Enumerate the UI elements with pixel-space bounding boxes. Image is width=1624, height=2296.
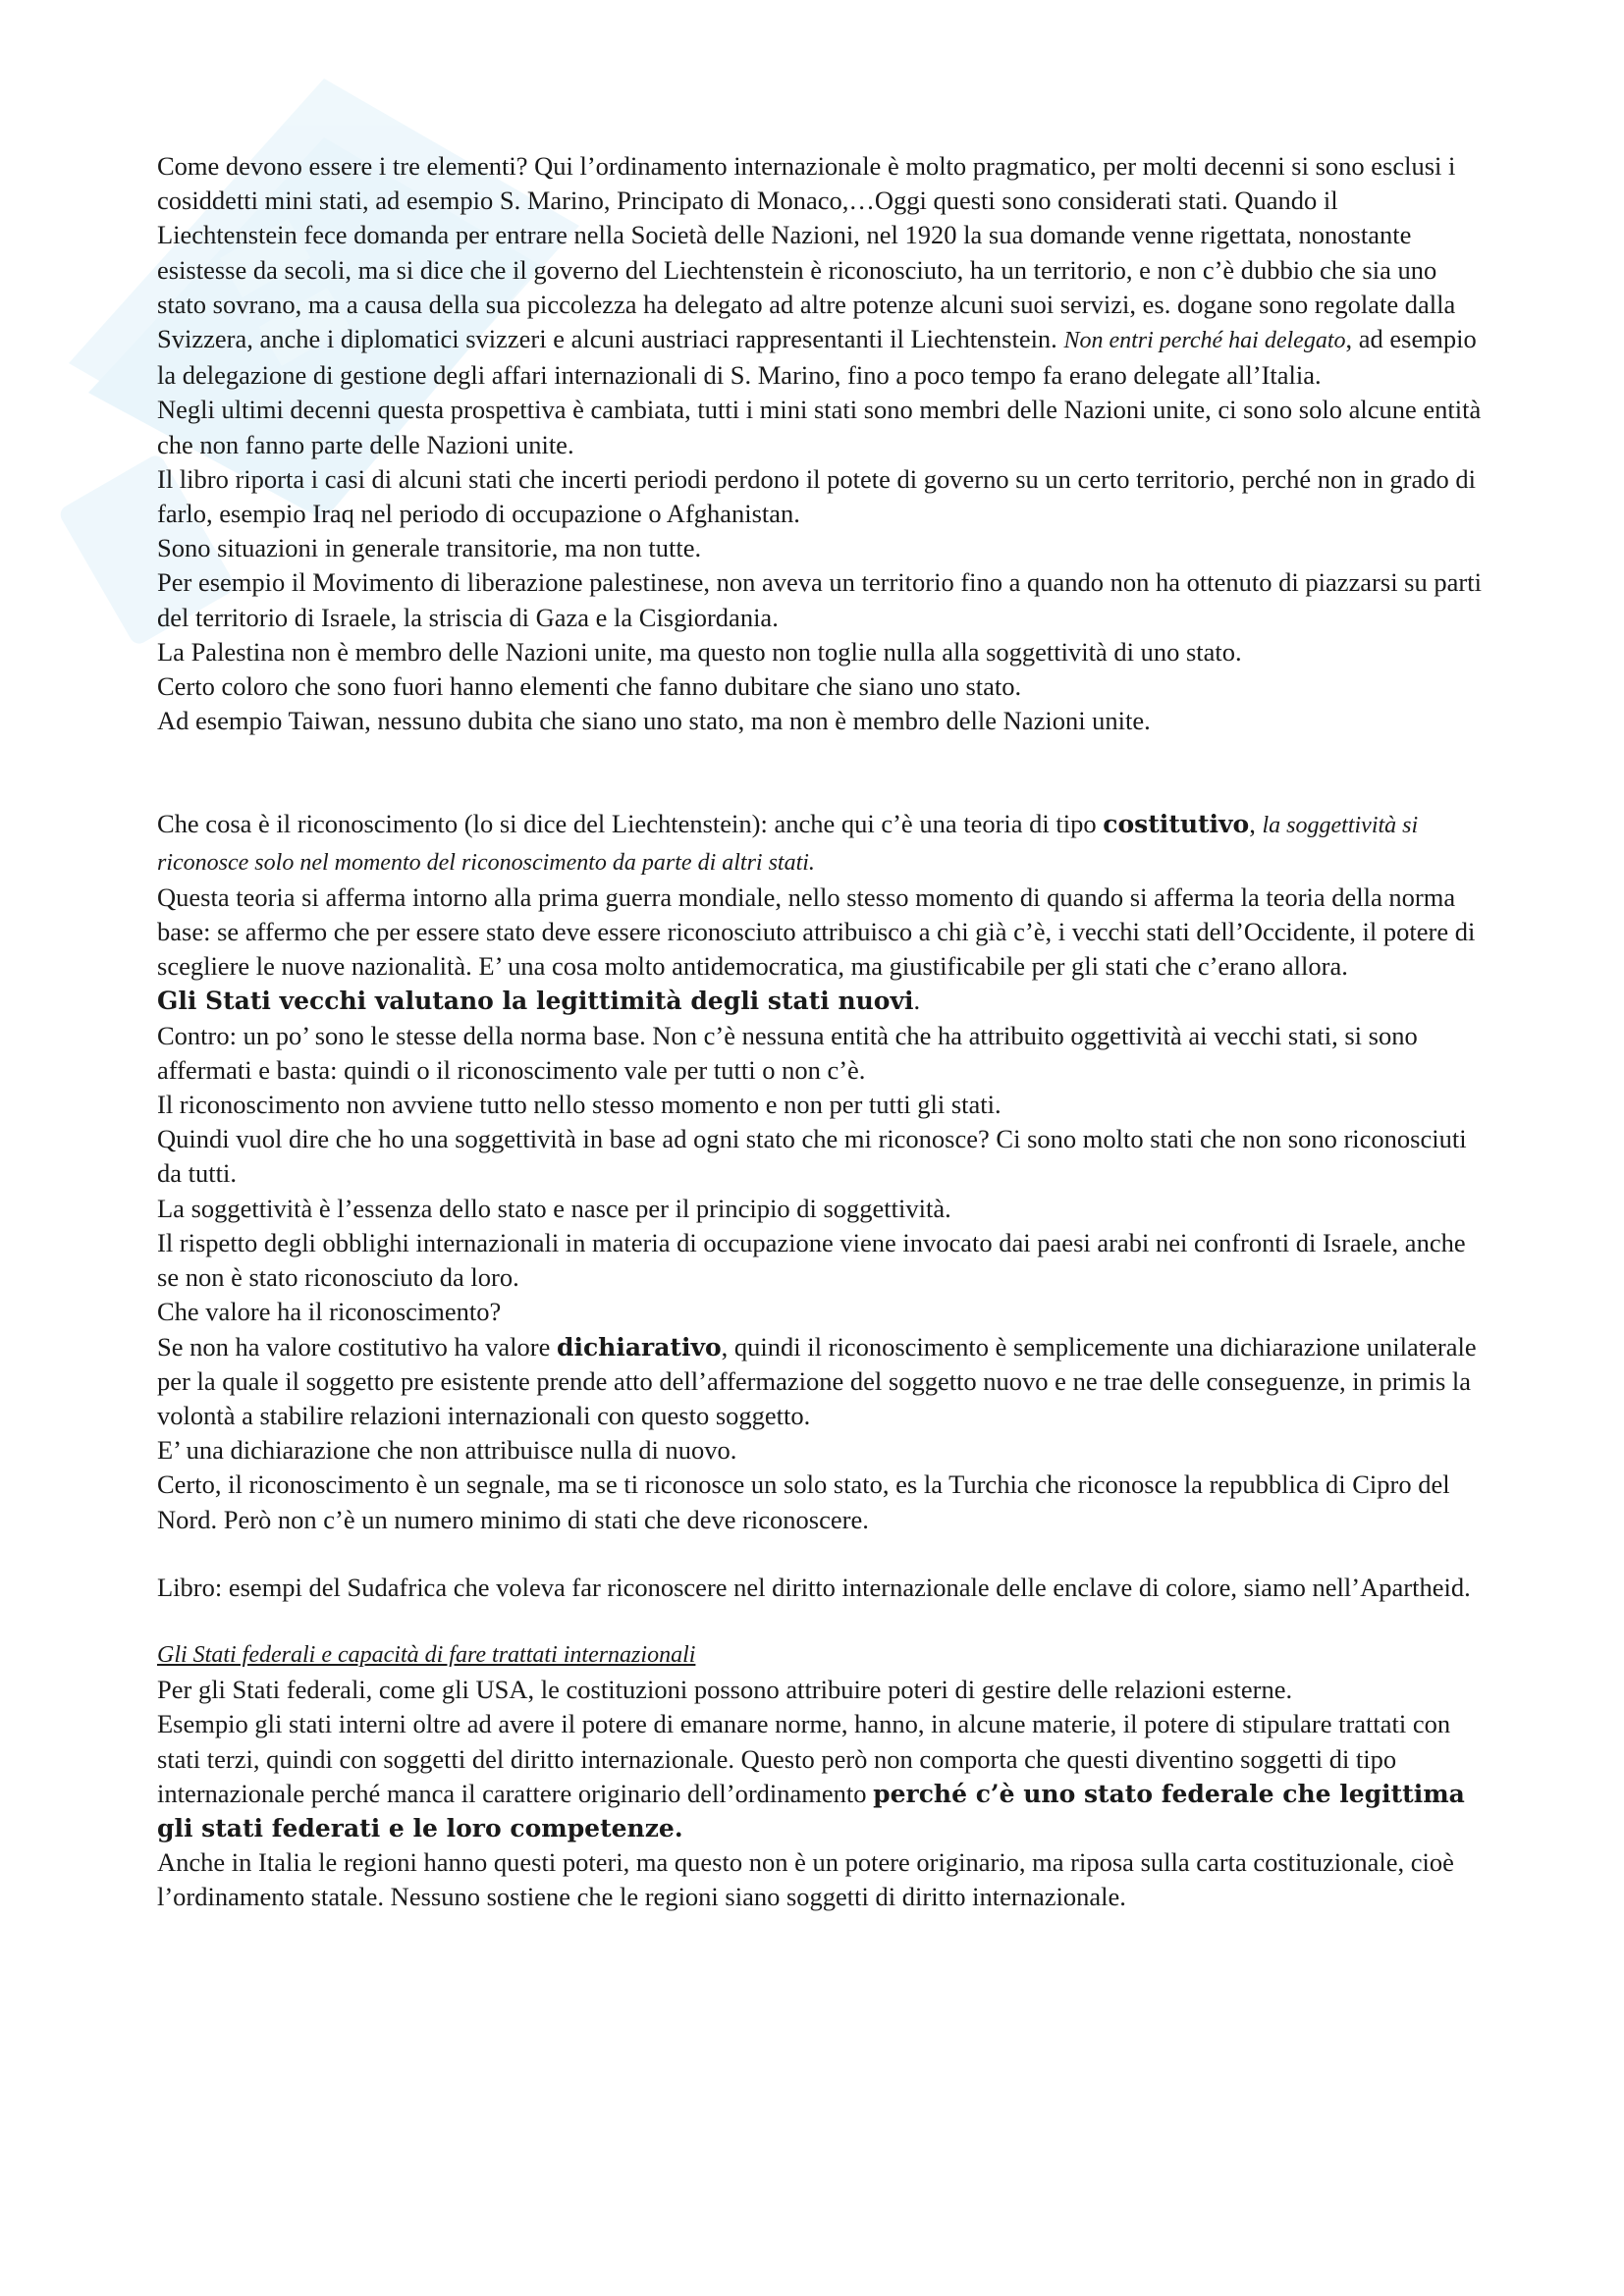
text-run: Come devono essere i tre elementi? Qui l’ordinamento internazionale è molto pragmatico, per molti decenni si sono esclusi i cosiddetti mini stati, ad esempio S. Marino, Principato di Monaco,…Oggi questi sono considerati stati. Quando il Liechtenstein fece domanda per entrare nella Società delle Nazioni, nel 1920 la sua domande venne rigettata, nonostante esistesse da secoli, ma si dice che il governo del Liechtenstein è riconosciuto, ha un territorio, e non c’è dubbio che sia uno stato sovrano, ma a causa della sua piccolezza ha delegato ad altre potenze alcuni suoi servizi, es. dogane sono regolate dalla Svizzera, anche i diplomatici svizzeri e alcuni austriaci rappresentanti il Liechtenstein. (157, 151, 1456, 354)
paragraph: Libro: esempi del Sudafrica che voleva far riconoscere nel diritto internazionale delle enclave di colore, siamo nell’Apartheid. (157, 1572, 1471, 1602)
paragraph: Che valore ha il riconoscimento? (157, 1297, 502, 1327)
paragraph: Il riconoscimento non avviene tutto nello stesso momento e non per tutti gli stati. (157, 1090, 1001, 1120)
paragraph: Certo, il riconoscimento è un segnale, ma se ti riconosce un solo stato, es la Turchia che riconosce la repubblica di Cipro del Nord. Però non c’è un numero minimo di stati che deve riconoscere. (157, 1469, 1450, 1534)
paragraph: Il libro riporta i casi di alcuni stati che incerti periodi perdono il potete di governo su un certo territorio, perché non in grado di farlo, esempio Iraq nel periodo di occupazione o Afghanistan. (157, 463, 1476, 529)
paragraph (157, 807, 1483, 880)
paragraph: Negli ultimi decenni questa prospettiva è cambiata, tutti i mini stati sono membri delle Nazioni unite, ci sono solo alcune entità che non fanno parte delle Nazioni unite. (157, 395, 1482, 459)
paragraph: Ad esempio Taiwan, nessuno dubita che siano uno stato, ma non è membro delle Nazioni unite. (157, 706, 1151, 736)
italic-text: Non entri perché hai delegato (1063, 328, 1346, 354)
text-run: Se non ha valore costitutivo ha valore (157, 1331, 557, 1362)
paragraph: Per esempio il Movimento di liberazione palestinese, non aveva un territorio fino a quando non ha ottenuto di piazzarsi su parti del territorio di Israele, la striscia di Gaza e la Cisgiordania. (157, 567, 1482, 632)
bold-text: perché c’è uno stato federale che legittima gli stati federati e le loro competenze. (157, 1779, 1465, 1842)
paragraph: Anche in Italia le regioni hanno questi poteri, ma questo non è un potere originario, ma riposa sulla carta costituzionale, cioè l’ordinamento statale. Nessuno sostiene che le regioni siano soggetti di diritto internazionale. (157, 1847, 1454, 1912)
paragraph: Sono situazioni in generale transitorie, ma non tutte. (157, 533, 702, 563)
paragraph: La soggettività è l’essenza dello stato e nasce per il principio di soggettività. (157, 1193, 951, 1223)
paragraph (157, 984, 1483, 1018)
paragraph (157, 1330, 1483, 1434)
bold-text: costitutivo (1103, 810, 1250, 839)
text-run: . (913, 986, 921, 1016)
document-page (157, 149, 1483, 1915)
text-run: Che cosa è il riconoscimento (lo si dice del Liechtenstein): anche qui c’è una teoria di tipo (157, 809, 1104, 839)
text-run: , ad esempio la delegazione di gestione degli affari internazionali di S. Marino, fino a poco tempo fa erano delegate all’Italia. (157, 324, 1477, 391)
paragraph (157, 1707, 1483, 1845)
paragraph: La Palestina non è membro delle Nazioni unite, ma questo non toglie nulla alla soggettività di uno stato. (157, 636, 1242, 667)
paragraph: Certo coloro che sono fuori hanno elementi che fanno dubitare che siano uno stato. (157, 671, 1022, 702)
paragraph: Contro: un po’ sono le stesse della norma base. Non c’è nessuna entità che ha attribuito oggettività ai vecchi stati, si sono affermati e basta: quindi o il riconoscimento vale per tutti o non c’è. (157, 1020, 1418, 1085)
bold-text: dichiarativo (556, 1332, 722, 1362)
paragraph: Questa teoria si afferma intorno alla prima guerra mondiale, nello stesso momento di quando si afferma la teoria della norma base: se affermo che per essere stato deve essere riconosciuto attribuisco a chi già c’è, i vecchi stati dell’Occidente, il potere di scegliere le nuove nazionalità. E’ una cosa molto antidemocratica, ma giustificabile per gli stati che c’erano allora. (157, 881, 1476, 982)
italic-text: la soggettività si riconosce solo nel momento del riconoscimento da parte di altri stati. (157, 813, 1419, 876)
paragraph: E’ una dichiarazione che non attribuisce nulla di nuovo. (157, 1435, 737, 1466)
text-run: , (1249, 809, 1263, 839)
paragraph: Il rispetto degli obblighi internazionali in materia di occupazione viene invocato dai paesi arabi nei confronti di Israele, anche se non è stato riconosciuto da loro. (157, 1227, 1466, 1293)
paragraph: Quindi vuol dire che ho una soggettività in base ad ogni stato che mi riconosce? Ci sono molto stati che non sono riconosciuti da tutti. (157, 1124, 1467, 1189)
section-heading: Gli Stati federali e capacità di fare trattati internazionali (157, 1641, 696, 1668)
text-run: Esempio gli stati interni oltre ad avere il potere di emanare norme, hanno, in alcune materie, il potere di stipulare trattati con stati terzi, quindi con soggetti del diritto internazionale. Questo però non comporta che questi diventino soggetti di tipo internazionale perché manca il carattere originario dell’ordinamento (157, 1709, 1451, 1808)
bold-text: Gli Stati vecchi valutano la legittimità degli stati nuovi (157, 987, 914, 1016)
paragraph: Per gli Stati federali, come gli USA, le costituzioni possono attribuire poteri di gestire delle relazioni esterne. (157, 1675, 1293, 1705)
paragraph (157, 149, 1483, 393)
text-run: , quindi il riconoscimento è semplicemente una dichiarazione unilaterale per la quale il soggetto pre esistente prende atto dell’affermazione del soggetto nuovo e ne trae delle conseguenze, in primis la volontà a stabilire relazioni internazionali con questo soggetto. (157, 1331, 1477, 1430)
